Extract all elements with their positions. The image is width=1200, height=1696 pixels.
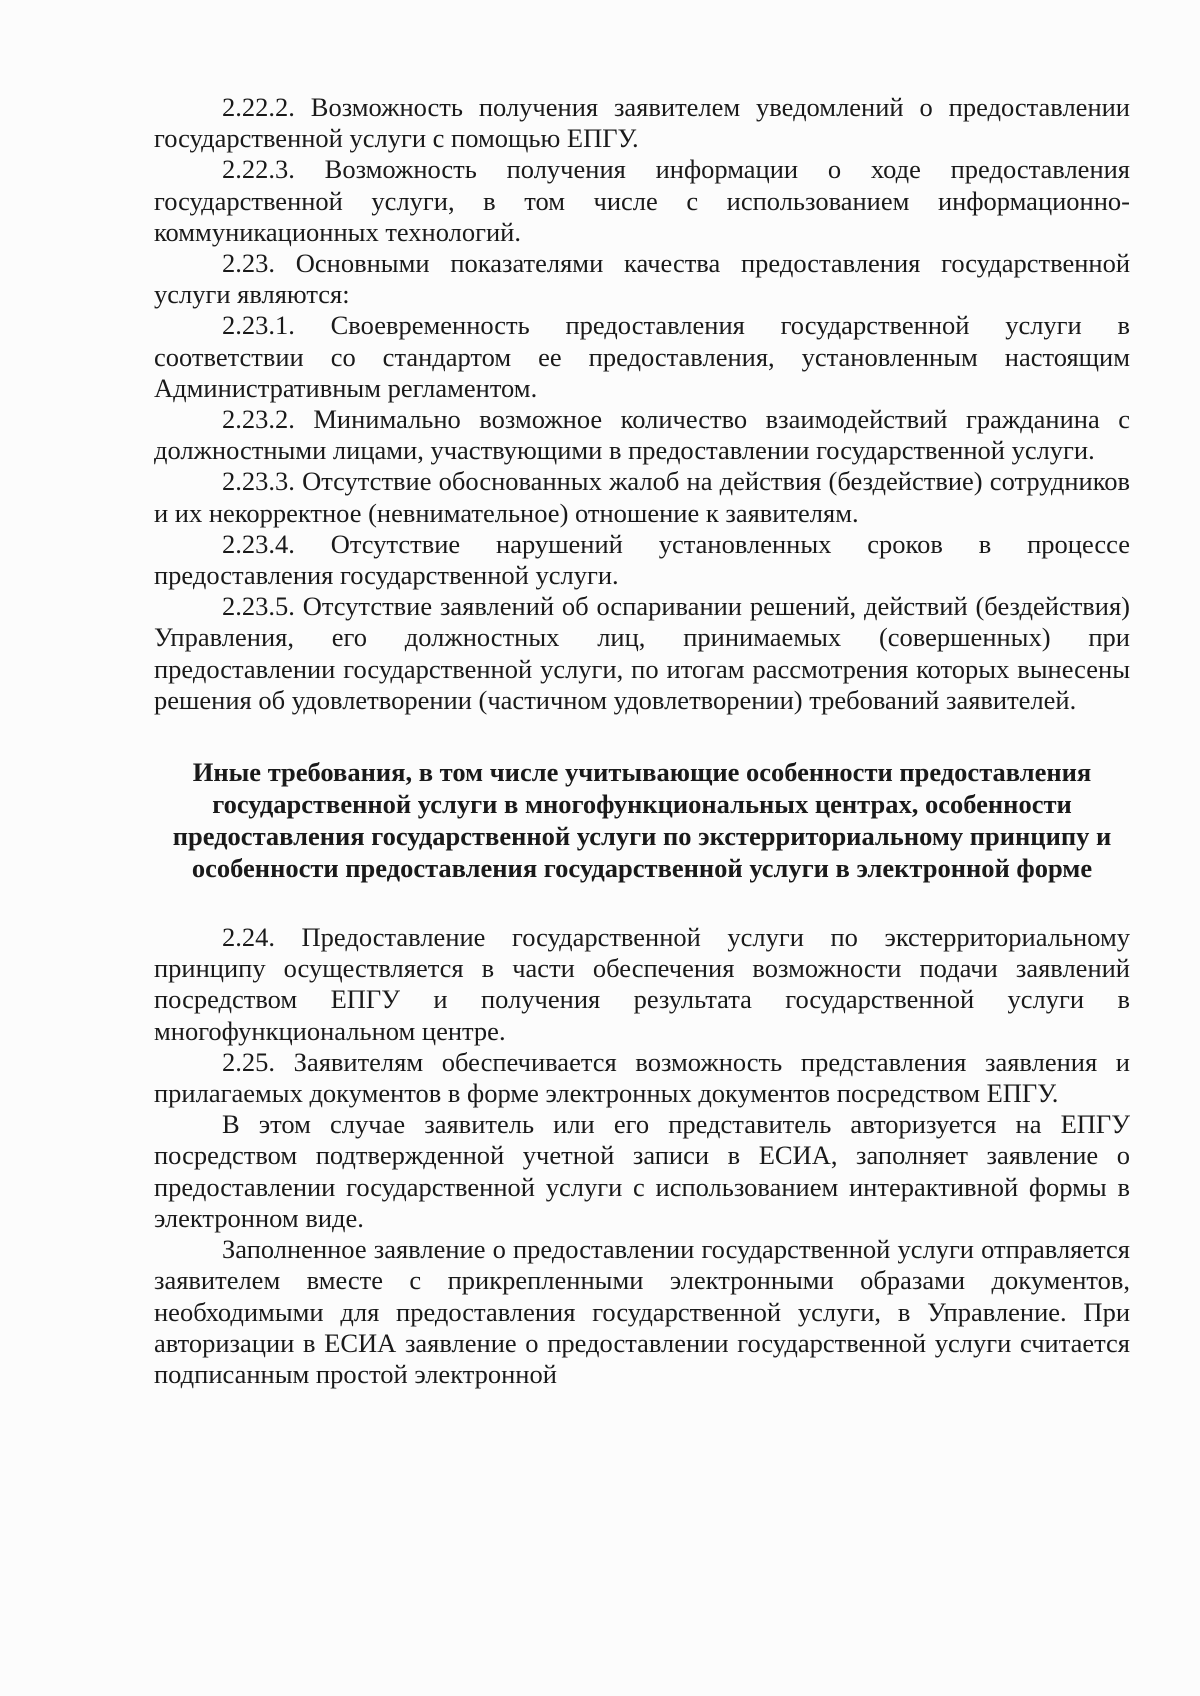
paragraph-2-23-1: 2.23.1. Своевременность предоставления государственной услуги в соответствии со стандартом ее предоставления, установленным настоящим Административным регламентом.: [154, 310, 1130, 403]
paragraph-2-23-3: 2.23.3. Отсутствие обоснованных жалоб на действия (бездействие) сотрудников и их некорректное (невнимательное) отношение к заявителям.: [154, 466, 1130, 528]
paragraph-2-22-2: 2.22.2. Возможность получения заявителем уведомлений о предоставлении государственной услуги с помощью ЕПГУ.: [154, 92, 1130, 154]
paragraph-2-23-4: 2.23.4. Отсутствие нарушений установленных сроков в процессе предоставления государственной услуги.: [154, 528, 1130, 591]
paragraph-2-23: 2.23. Основными показателями качества предоставления государственной услуги являются:: [154, 248, 1130, 310]
paragraph-filled-application: Заполненное заявление о предоставлении государственной услуги отправляется заявителем вместе с прикрепленными электронными образами документов, необходимыми для предоставления государственной услуги, в Управление. При авторизации в ЕСИА заявление о предоставлении государственной услуги считается подписанным простой электронной: [154, 1234, 1130, 1389]
paragraph-2-23-5: 2.23.5. Отсутствие заявлений об оспаривании решений, действий (бездействия) Управления, его должностных лиц, принимаемых (совершенных) при предоставлении государственной услуги, по итогам рассмотрения которых вынесены решения об удовлетворении (частичном удовлетворении) требований заявителей.: [154, 591, 1130, 715]
paragraph-2-25: 2.25. Заявителям обеспечивается возможность представления заявления и прилагаемых документов в форме электронных документов посредством ЕПГУ.: [154, 1046, 1130, 1109]
document-body: [154, 92, 1130, 1390]
paragraph-2-23-2: 2.23.2. Минимально возможное количество взаимодействий гражданина с должностными лицами, участвующими в предоставлении государственной услуги.: [154, 404, 1130, 466]
paragraph-esia-auth: В этом случае заявитель или его представитель авторизуется на ЕПГУ посредством подтвержденной учетной записи в ЕСИА, заполняет заявление о предоставлении государственной услуги с использованием интерактивной формы в электронном виде.: [154, 1109, 1130, 1233]
section-heading: Иные требования, в том числе учитывающие особенности предоставления государственной услуги в многофункциональных центрах, особенности предоставления государственной услуги по экстерриториальному принципу и особенности предоставления государственной услуги в электронной форме: [172, 757, 1112, 884]
paragraph-2-24: 2.24. Предоставление государственной услуги по экстерриториальному принципу осуществляется в части обеспечения возможности подачи заявлений посредством ЕПГУ и получения результата государственной услуги в многофункциональном центре.: [154, 922, 1130, 1046]
paragraph-2-22-3: 2.22.3. Возможность получения информации о ходе предоставления государственной услуги, в том числе с использованием информационно-коммуникационных технологий.: [154, 154, 1130, 247]
